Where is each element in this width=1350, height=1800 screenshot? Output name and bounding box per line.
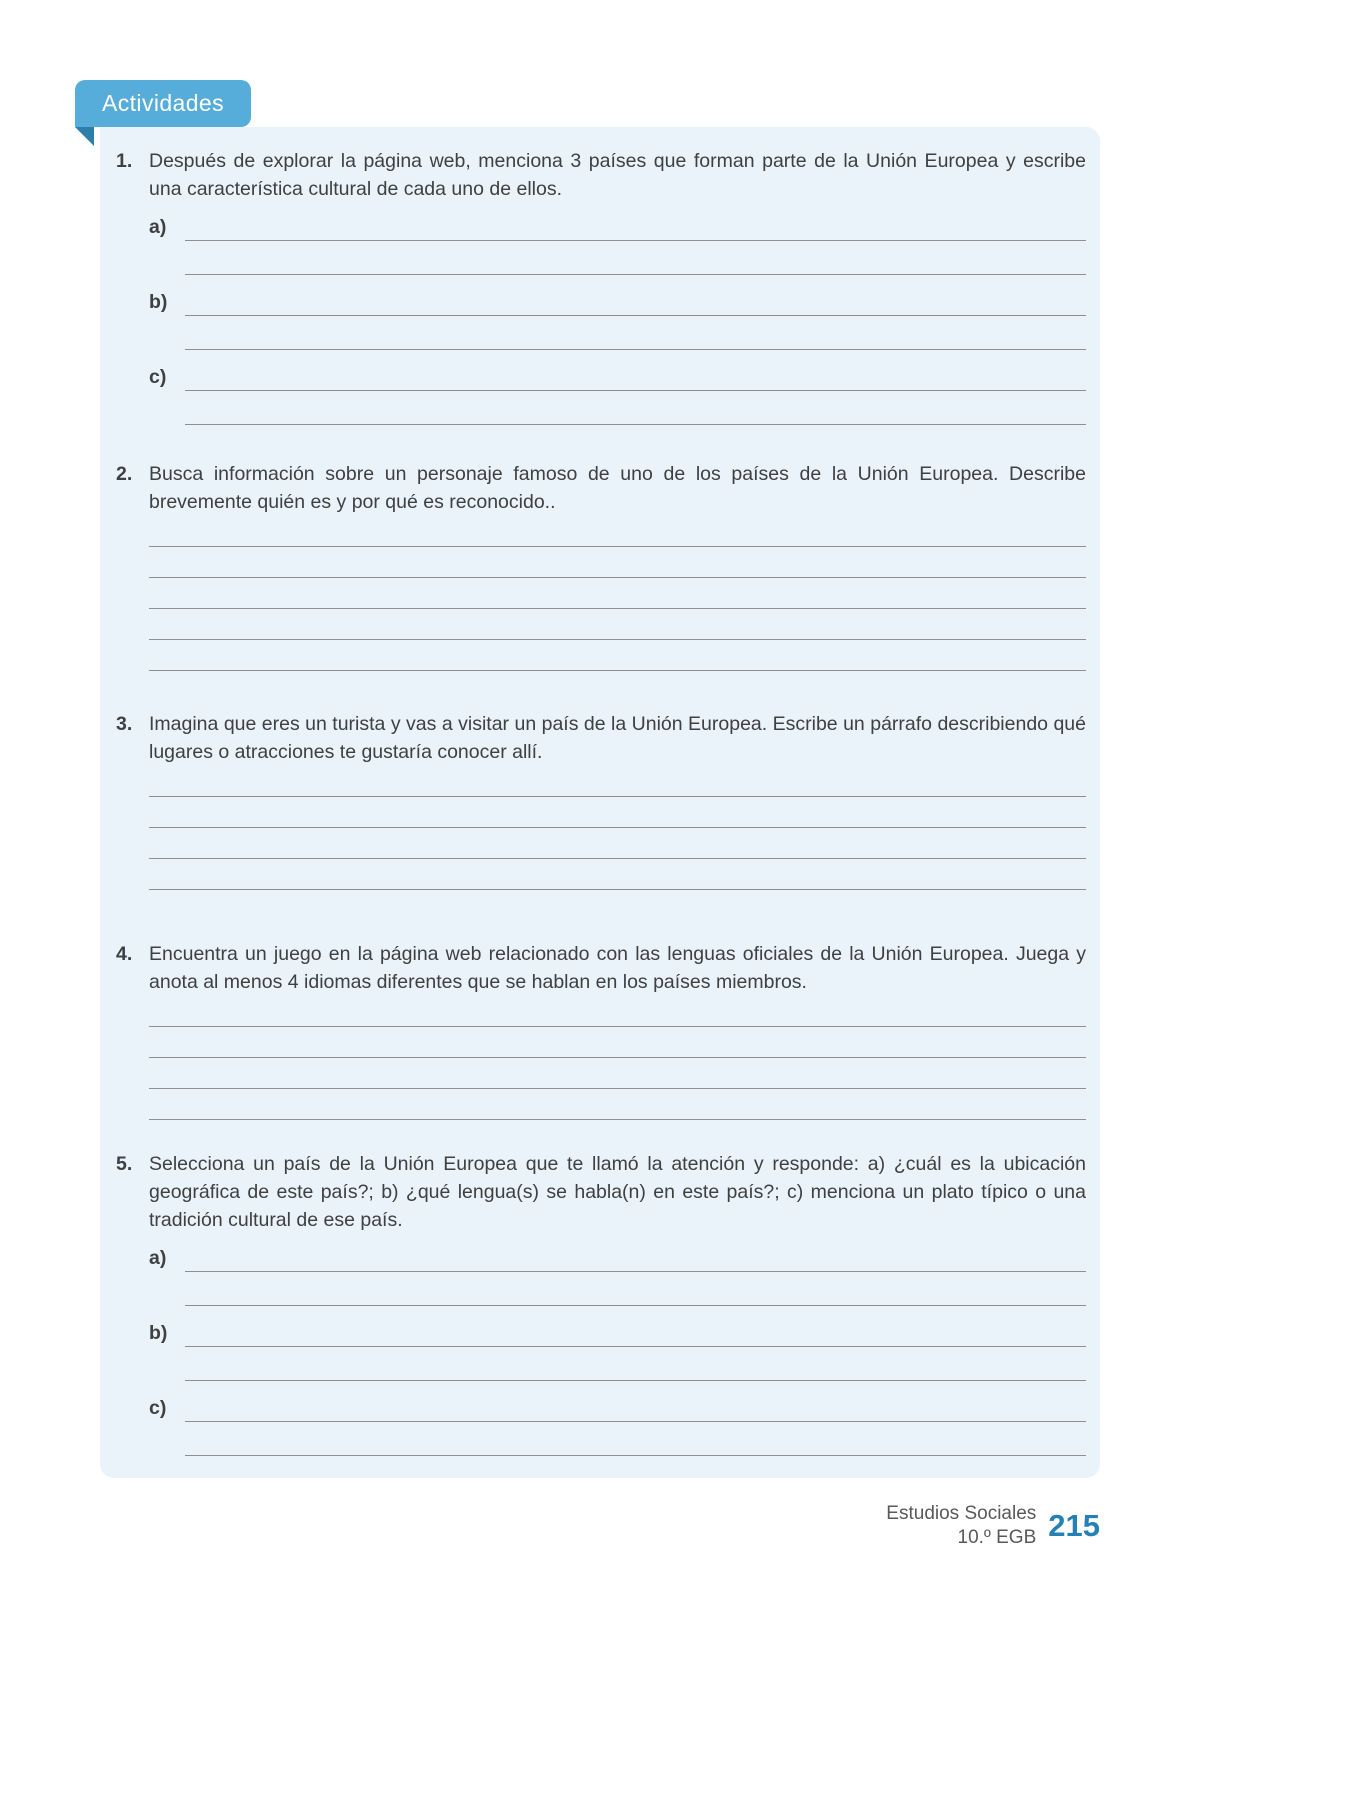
answer-line bbox=[149, 766, 1086, 797]
sub-item-a-label: a) bbox=[149, 1247, 167, 1269]
sub-item-c-label: c) bbox=[149, 366, 167, 388]
footer-grade: 10.º EGB bbox=[957, 1527, 1037, 1548]
footer-meta bbox=[886, 1502, 1036, 1550]
answer-lines bbox=[185, 1388, 1086, 1456]
answer-line bbox=[185, 391, 1086, 425]
activity-5-sub-item-b bbox=[149, 1313, 1086, 1381]
answer-line bbox=[149, 1089, 1086, 1120]
footer-subject: Estudios Sociales bbox=[886, 1503, 1037, 1524]
answer-line bbox=[185, 316, 1086, 350]
activity-5-text: Selecciona un país de la Unión Europea que te llamó la atención y responde: a) ¿cuál es la ubicación geográfica de este país?; b) ¿qué lengua(s) se habla(n) en este país?; c) menciona un plato típico o una tradición cultural de ese país. bbox=[149, 1153, 1086, 1231]
answer-line bbox=[185, 282, 1086, 316]
answer-line bbox=[185, 357, 1086, 391]
answer-line bbox=[149, 516, 1086, 547]
activity-2-number: 2. bbox=[116, 463, 133, 485]
activities-panel bbox=[100, 127, 1100, 1478]
answer-line bbox=[149, 609, 1086, 640]
activity-5-sub-item-a bbox=[149, 1238, 1086, 1306]
activity-5 bbox=[116, 1150, 1086, 1456]
answer-lines bbox=[149, 516, 1086, 671]
activity-2 bbox=[116, 460, 1086, 671]
activities-tab bbox=[75, 80, 251, 127]
sub-item-a-label: a) bbox=[149, 216, 167, 238]
sub-item-c-label: c) bbox=[149, 1397, 167, 1419]
activity-3-number: 3. bbox=[116, 713, 133, 735]
answer-line bbox=[185, 241, 1086, 275]
activity-4-text: Encuentra un juego en la página web relacionado con las lenguas oficiales de la Unión Europea. Juega y anota al menos 4 idiomas diferentes que se hablan en los países miembros. bbox=[149, 943, 1086, 993]
answer-line bbox=[149, 1058, 1086, 1089]
activity-3-text: Imagina que eres un turista y vas a visitar un país de la Unión Europea. Escribe un párrafo describiendo qué lugares o atracciones te gustaría conocer allí. bbox=[149, 713, 1086, 763]
answer-line bbox=[149, 859, 1086, 890]
activity-1-text: Después de explorar la página web, menciona 3 países que forman parte de la Unión Europea y escribe una característica cultural de cada uno de ellos. bbox=[149, 150, 1086, 200]
activity-5-number: 5. bbox=[116, 1153, 133, 1175]
activity-4-number: 4. bbox=[116, 943, 133, 965]
answer-line bbox=[149, 578, 1086, 609]
activity-5-body bbox=[149, 1150, 1086, 1456]
activity-2-text: Busca información sobre un personaje famoso de uno de los países de la Unión Europea. Describe brevemente quién es y por qué es reconocido.. bbox=[149, 463, 1086, 513]
answer-line bbox=[149, 640, 1086, 671]
activity-1-sub-item-c bbox=[149, 357, 1086, 425]
answer-line bbox=[185, 1422, 1086, 1456]
answer-line bbox=[149, 797, 1086, 828]
answer-line bbox=[149, 547, 1086, 578]
answer-lines bbox=[185, 1313, 1086, 1381]
answer-lines bbox=[149, 996, 1086, 1120]
answer-line bbox=[185, 1347, 1086, 1381]
answer-line bbox=[149, 1027, 1086, 1058]
activity-1-sub-item-a bbox=[149, 207, 1086, 275]
page-number: 215 bbox=[1048, 1508, 1100, 1543]
page-footer bbox=[886, 1502, 1100, 1550]
sub-item-b-label: b) bbox=[149, 291, 168, 313]
answer-line bbox=[185, 1272, 1086, 1306]
activity-3 bbox=[116, 710, 1086, 890]
answer-line bbox=[149, 828, 1086, 859]
answer-lines bbox=[185, 1238, 1086, 1306]
activity-2-body bbox=[149, 460, 1086, 671]
activity-3-body bbox=[149, 710, 1086, 890]
answer-line bbox=[185, 207, 1086, 241]
answer-line bbox=[185, 1388, 1086, 1422]
tab-fold-icon bbox=[75, 127, 94, 146]
answer-line bbox=[185, 1238, 1086, 1272]
answer-lines bbox=[185, 207, 1086, 275]
activity-1 bbox=[116, 147, 1086, 425]
activities-tab-label: Actividades bbox=[102, 90, 225, 116]
activity-1-number: 1. bbox=[116, 150, 133, 172]
answer-lines bbox=[185, 282, 1086, 350]
activity-4 bbox=[116, 940, 1086, 1120]
answer-lines bbox=[185, 357, 1086, 425]
activity-4-body bbox=[149, 940, 1086, 1120]
answer-lines bbox=[149, 766, 1086, 890]
answer-line bbox=[149, 996, 1086, 1027]
sub-item-b-label: b) bbox=[149, 1322, 168, 1344]
answer-line bbox=[185, 1313, 1086, 1347]
activity-5-sub-item-c bbox=[149, 1388, 1086, 1456]
activity-1-body bbox=[149, 147, 1086, 425]
activity-1-sub-item-b bbox=[149, 282, 1086, 350]
